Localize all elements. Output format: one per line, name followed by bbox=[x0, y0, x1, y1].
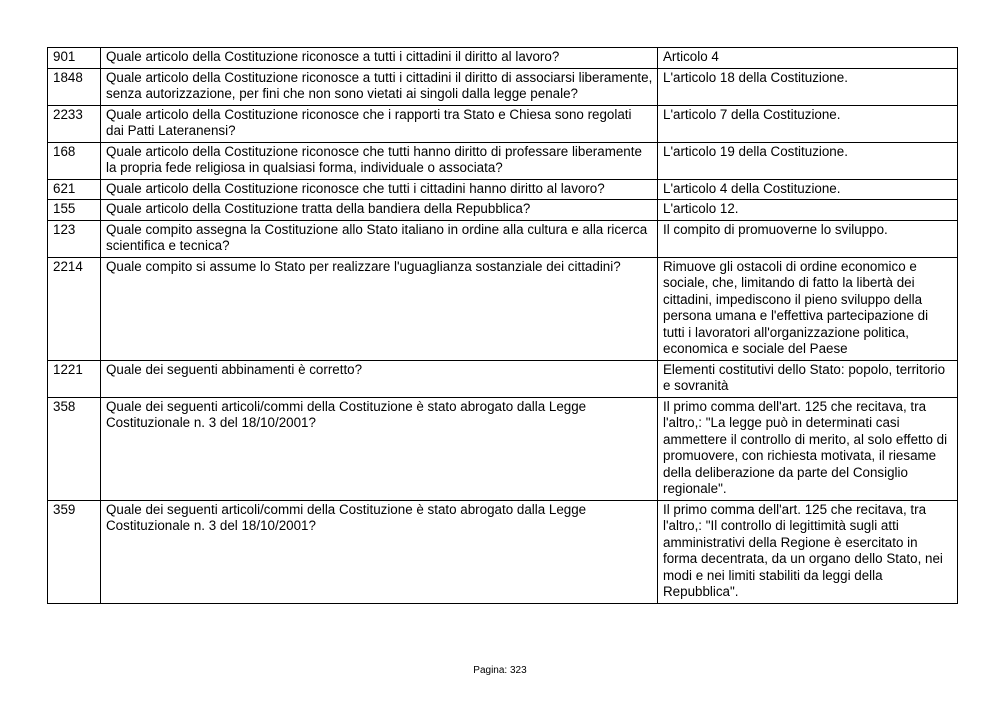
answer-text-cell: Elementi costitutivi dello Stato: popolo, territorio e sovranità bbox=[658, 360, 958, 397]
question-text-cell: Quale compito si assume lo Stato per realizzare l'uguaglianza sostanziale dei cittadini? bbox=[101, 257, 658, 360]
question-text-cell: Quale dei seguenti abbinamenti è corretto? bbox=[101, 360, 658, 397]
answer-text-cell: L'articolo 19 della Costituzione. bbox=[658, 142, 958, 179]
question-text-cell: Quale articolo della Costituzione riconosce a tutti i cittadini il diritto di associarsi liberamente, senza autorizzazione, per fini che non sono vietati ai singoli dalla legge penale? bbox=[101, 68, 658, 105]
question-text-cell: Quale dei seguenti articoli/commi della Costituzione è stato abrogato dalla Legge Costituzionale n. 3 del 18/10/2001? bbox=[101, 397, 658, 500]
question-id-cell: 1221 bbox=[48, 360, 101, 397]
question-id-cell: 123 bbox=[48, 220, 101, 257]
table-row bbox=[48, 48, 958, 69]
table-row bbox=[48, 68, 958, 105]
question-id-cell: 2214 bbox=[48, 257, 101, 360]
table-row bbox=[48, 500, 958, 603]
table-row bbox=[48, 142, 958, 179]
answer-text-cell: Rimuove gli ostacoli di ordine economico e sociale, che, limitando di fatto la libertà dei cittadini, impediscono il pieno sviluppo della persona umana e l'effettiva partecipazione di tutti i lavoratori all'organizzazione politica, economica e sociale del Paese bbox=[658, 257, 958, 360]
table-row bbox=[48, 397, 958, 500]
answer-text-cell: Il primo comma dell'art. 125 che recitava, tra l'altro,: "Il controllo di legittimità sugli atti amministrativi della Regione è esercitato in forma decentrata, da un organo dello Stato, nei modi e nei limiti stabiliti da leggi della Repubblica". bbox=[658, 500, 958, 603]
answer-text-cell: L'articolo 7 della Costituzione. bbox=[658, 105, 958, 142]
table-row bbox=[48, 360, 958, 397]
question-text-cell: Quale articolo della Costituzione riconosce che i rapporti tra Stato e Chiesa sono regolati dai Patti Lateranensi? bbox=[101, 105, 658, 142]
question-text-cell: Quale articolo della Costituzione riconosce che tutti i cittadini hanno diritto al lavoro? bbox=[101, 179, 658, 200]
questions-table-body bbox=[48, 48, 958, 604]
table-row bbox=[48, 220, 958, 257]
answer-text-cell: Articolo 4 bbox=[658, 48, 958, 69]
answer-text-cell: Il primo comma dell'art. 125 che recitava, tra l'altro,: "La legge può in determinati casi ammettere il controllo di merito, al solo effetto di promuovere, con richiesta motivata, il riesame della deliberazione da parte del Consiglio regionale". bbox=[658, 397, 958, 500]
question-text-cell: Quale dei seguenti articoli/commi della Costituzione è stato abrogato dalla Legge Costituzionale n. 3 del 18/10/2001? bbox=[101, 500, 658, 603]
question-text-cell: Quale compito assegna la Costituzione allo Stato italiano in ordine alla cultura e alla ricerca scientifica e tecnica? bbox=[101, 220, 658, 257]
table-row bbox=[48, 179, 958, 200]
question-id-cell: 901 bbox=[48, 48, 101, 69]
question-text-cell: Quale articolo della Costituzione riconosce che tutti hanno diritto di professare liberamente la propria fede religiosa in qualsiasi forma, individuale o associata? bbox=[101, 142, 658, 179]
questions-table bbox=[47, 47, 958, 604]
answer-text-cell: L'articolo 18 della Costituzione. bbox=[658, 68, 958, 105]
question-id-cell: 1848 bbox=[48, 68, 101, 105]
question-id-cell: 358 bbox=[48, 397, 101, 500]
answer-text-cell: Il compito di promuoverne lo sviluppo. bbox=[658, 220, 958, 257]
answer-text-cell: L'articolo 4 della Costituzione. bbox=[658, 179, 958, 200]
question-id-cell: 621 bbox=[48, 179, 101, 200]
page-footer bbox=[0, 665, 1000, 677]
question-text-cell: Quale articolo della Costituzione tratta della bandiera della Repubblica? bbox=[101, 200, 658, 221]
page-number: Pagina: 323 bbox=[473, 665, 527, 676]
table-row bbox=[48, 105, 958, 142]
question-id-cell: 155 bbox=[48, 200, 101, 221]
question-text-cell: Quale articolo della Costituzione riconosce a tutti i cittadini il diritto al lavoro? bbox=[101, 48, 658, 69]
table-row bbox=[48, 257, 958, 360]
answer-text-cell: L'articolo 12. bbox=[658, 200, 958, 221]
question-id-cell: 359 bbox=[48, 500, 101, 603]
question-id-cell: 168 bbox=[48, 142, 101, 179]
question-id-cell: 2233 bbox=[48, 105, 101, 142]
table-row bbox=[48, 200, 958, 221]
